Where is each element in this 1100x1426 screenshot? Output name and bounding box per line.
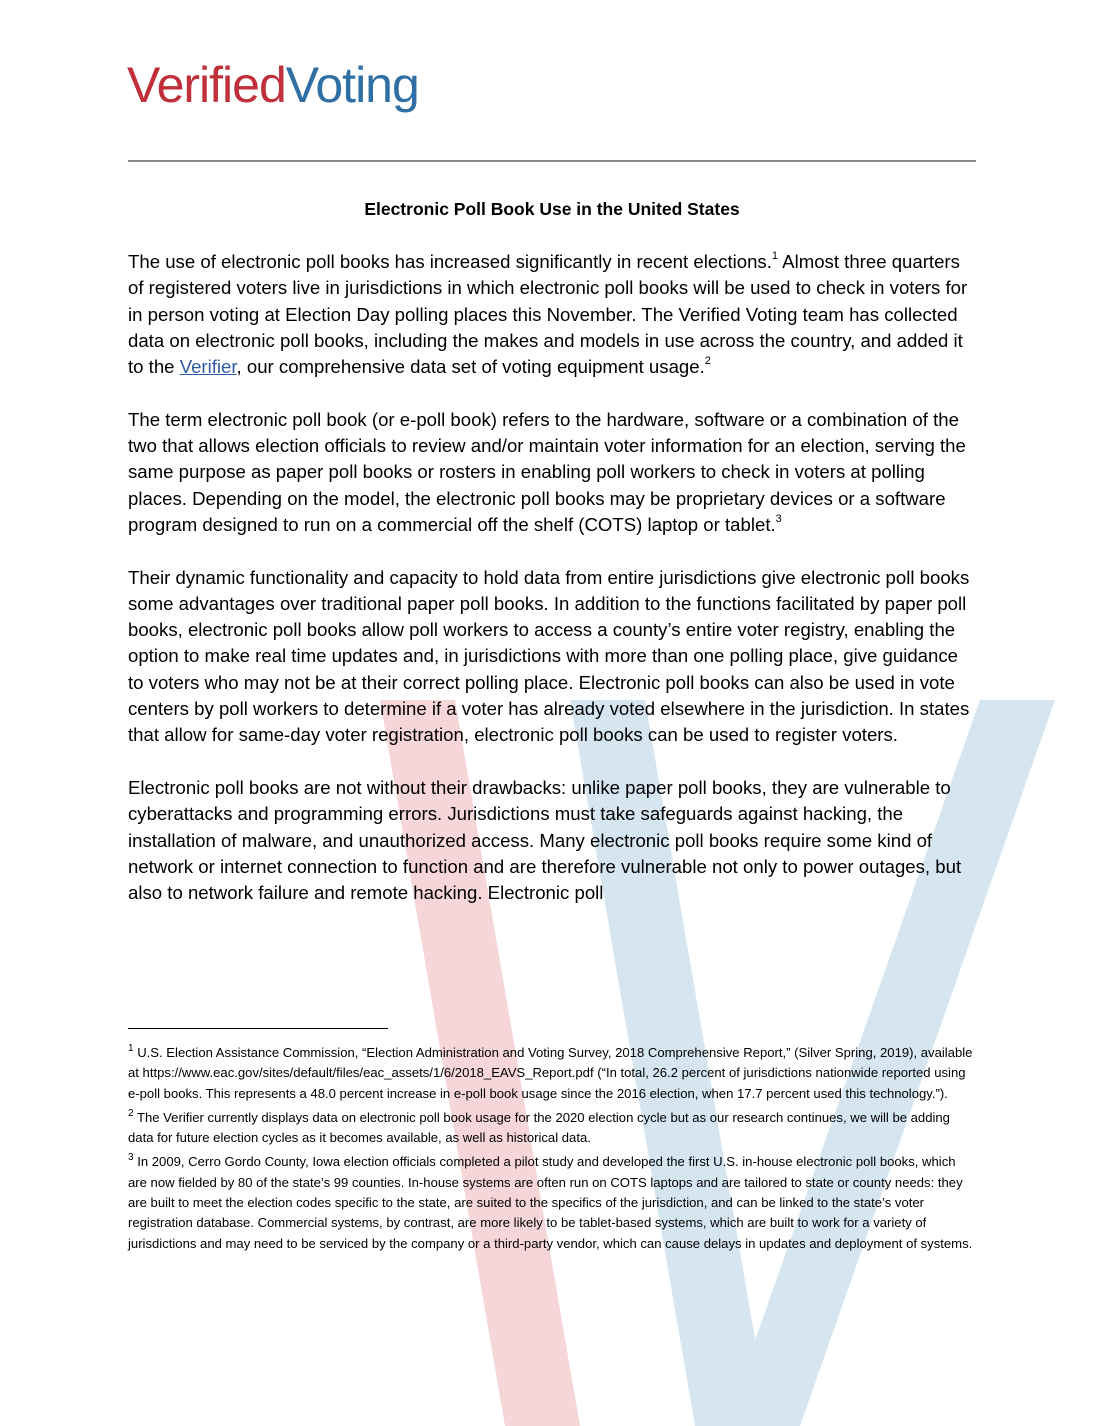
footnote-ref-1[interactable]: 1 — [771, 249, 779, 262]
footnote-number: 2 — [128, 1107, 134, 1119]
paragraph-1-text-b: Almost three quarters of registered voters live in jurisdictions in which electronic poll books will be used to check in voters for in person voting at Election Day polling places this November. The Verified Voting team has collected data on electronic poll books, including the makes and models in use across the country, and added it to the — [128, 251, 968, 378]
footnote-text: The Verifier currently displays data on electronic poll book usage for the 2020 election cycle but as our research continues, we will be adding data for future election cycles as it becomes available, as well as historical data. — [128, 1109, 950, 1146]
footnote-number: 3 — [128, 1152, 134, 1164]
footnote-number: 1 — [128, 1042, 134, 1054]
verifier-link[interactable]: Verifier — [179, 356, 237, 378]
verified-voting-logo — [127, 56, 419, 114]
footnote-ref-2[interactable]: 2 — [704, 355, 711, 367]
paragraph-1 — [128, 249, 978, 380]
paragraph-1-text-c: , our comprehensive data set of voting equipment usage. — [236, 356, 705, 378]
document-title: Electronic Poll Book Use in the United States — [364, 199, 740, 219]
footnote-text: U.S. Election Assistance Commission, “Election Administration and Voting Survey, 2018 Comprehensive Report,” (Silver Spring, 2019), available at https://www.eac.gov/sites/default/files/eac_assets/1/6/2018_EAVS_Report.pdf (“In total, 26.2 percent of jurisdictions nationwide reported using e-poll books. This represents a 48.0 percent increase in e-poll book usage since the 2016 election, when 17.7 percent used this technology.”). — [128, 1045, 973, 1101]
document-body — [128, 249, 978, 933]
footnote-ref-3[interactable]: 3 — [775, 512, 782, 525]
paragraph-2-text: The term electronic poll book (or e-poll book) refers to the hardware, software or a combination of the two that allows election officials to review and/or maintain voter information for an election, serving the same purpose as paper poll books or rosters in enabling poll workers to check in voters at polling places. Depending on the model, the electronic poll books may be proprietary devices or a software program designed to run on a commercial off the shelf (COTS) laptop or tablet. — [128, 408, 966, 535]
footnote-divider — [128, 1028, 388, 1029]
paragraph-3: Their dynamic functionality and capacity to hold data from entire jurisdictions give electronic poll books some advantages over traditional paper poll books. In addition to the functions facilitated by paper poll books, electronic poll books allow poll workers to access a county’s entire voter registry, enabling the option to make real time updates and, in jurisdictions with more than one polling place, give guidance to voters who may not be at their correct polling place. Electronic poll books can also be used in vote centers by poll workers to determine if a voter has already voted elsewhere in the jurisdiction. In states that allow for same-day voter registration, electronic poll books can be used to register voters. — [128, 566, 970, 746]
footnote-3 — [128, 1152, 978, 1253]
footnotes — [128, 1043, 978, 1258]
paragraph-1-text-a: The use of electronic poll books has increased significantly in recent elections. — [128, 251, 772, 272]
paragraph-4: Electronic poll books are not without their drawbacks: unlike paper poll books, they are vulnerable to cyberattacks and programming errors. Jurisdictions must take safeguards against hacking, the installation of malware, and unauthorized access. Many electronic poll books require some kind of network or internet connection to function and are therefore vulnerable not only to power outages, but also to network failure and remote hacking. Electronic poll — [128, 776, 962, 904]
footnote-1 — [128, 1043, 978, 1104]
header-divider — [128, 160, 976, 162]
logo-voting-text: Voting — [285, 57, 419, 113]
footnote-2 — [128, 1108, 978, 1149]
paragraph-2 — [128, 407, 978, 538]
footnote-text: In 2009, Cerro Gordo County, Iowa election officials completed a pilot study and developed the first U.S. in-house electronic poll books, which are now fielded by 80 of the state’s 99 counties. In-house systems are often run on COTS laptops and are tailored to state or county needs: they are built to meet the election codes specific to the state, are suited to the specifics of the jurisdiction, and can be linked to the state’s voter registration database. Commercial systems, by contrast, are more likely to be tablet-based systems, which are built to work for a variety of jurisdictions and may need to be serviced by the company or a third-party vendor, which can cause delays in updates and deployment of systems. — [128, 1154, 973, 1251]
logo-verified-text: Verified — [127, 57, 286, 113]
